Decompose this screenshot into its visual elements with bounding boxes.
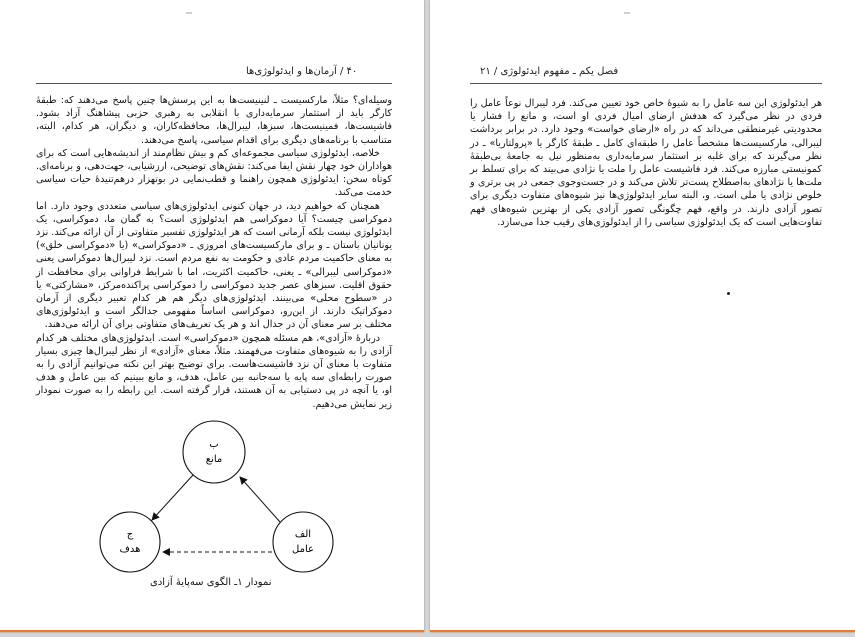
node-label: عامل (292, 544, 314, 555)
node-letter: الف (294, 529, 312, 540)
page-bottom-accent (430, 630, 855, 632)
arrow-agent-to-obstacle (240, 477, 280, 522)
node-label: مانع (205, 454, 223, 465)
page-bottom-accent (0, 630, 424, 632)
right-page (430, 0, 855, 632)
body-text (470, 97, 822, 229)
header-rule (36, 83, 392, 84)
node-letter: ج (126, 529, 134, 540)
node-goal-circle (100, 512, 160, 572)
node-obstacle-circle (183, 421, 245, 483)
body-text (36, 94, 392, 411)
left-page (0, 0, 424, 632)
header-rule (470, 83, 822, 84)
paragraph: دربارهٔ «آزادی»، هم مسئله همچون «دموکراسی» است. ایدئولوژی‌های مختلف هر کدام آزادی را به شیوه‌های متفاوت می‌فهمند. مثلاً، معنای «آزادی» از نظر لیبرال‌ها چیزی بسیار متفاوت با معنای آن نزد فاشیست‌هاست. برای توضیح بهتر این نکته می‌توانیم آزادی را به صورت رابطه‌ای سه پایه یا سه‌جانبه بین عامل، هدف، و مانع ببینیم که بین عامل و هدف او، یا آنچه در پی دستیابی به آن هستند، قرار گرفته است. این رابطه را به صورت نمودار زیر نمایش می‌دهیم. (36, 332, 392, 410)
paragraph: خلاصه، ایدئولوژی سیاسی مجموعه‌ای کم و بیش نظام‌مند از اندیشه‌هایی است که برای هواداران خود چهار نقش ایفا می‌کند: نقش‌های توضیحی، ارزشیابی، جهت‌دهی، و برنامه‌ای. کوتاه سخن: ایدئولوژی همچون راهنما و قطب‌نمایی در بوتهزار درهم‌تنیدهٔ حیات سیاسی خدمت می‌کند. (36, 147, 392, 199)
running-header: فصل یکم ـ مفهوم ایدئولوژی / ۲۱ (480, 66, 619, 77)
arrow-obstacle-to-goal (152, 475, 193, 520)
paragraph: هر ایدئولوژی این سه عامل را به شیوهٔ خاص خود تعیین می‌کند. فرد لیبرال نوعاً عامل را فردی در نظر می‌گیرد که هدفش ارضای امیال فردی او است، و مانع را فشار یا محدودیتی غیرمنطقی می‌داند که در راه «ارضای خواست» وجود دارد. در برابر برداشت لیبرالی، مارکسیست‌ها مشخصاً عامل را طبقه‌ای کامل ـ طبقهٔ کارگر یا «پرولتاریا» ـ در نظر می‌گیرند که برای غلبه بر استثمار سرمایه‌داری به‌منظور نیل به جامعهٔ بی‌طبقهٔ کمونیستی مبارزه می‌کند. فرد فاشیست عامل را ملت یا نژادی می‌بیند که برای تسلط بر ملت‌ها یا نژادهای به‌اصطلاح پست‌تر تلاش می‌کند و در جست‌وجوی جمعی در پی برتری و خلوص نژادی یا ملی است. و، البته سایر ایدئولوژی‌ها نیز شیوه‌های متفاوت دیگری برای تصور آزادی دارند. در واقع، فهم چگونگی تصور آزادی یکی از بهترین شیوه‌های فهم تفاوت‌هایی است که یک ایدئولوژی سیاسی را از ایدئولوژی‌های رقیب جدا می‌سازد. (470, 98, 822, 228)
node-label: هدف (119, 544, 141, 555)
running-header: ۴۰ / آرمان‌ها و ایدئولوژی‌ها (246, 66, 358, 77)
node-letter: ب (209, 439, 219, 450)
diagram-caption: نمودار ۱ـ الگوی سه‌پایهٔ آزادی (150, 577, 272, 588)
node-agent-circle (273, 512, 333, 572)
page-marker (624, 12, 630, 14)
paragraph: وسیله‌ای؟ مثلاً، مارکسیست ـ لنینیست‌ها به این پرسش‌ها چنین پاسخ می‌دهند که: طبقهٔ کارگر باید از استثمار سرمایه‌داری با انقلابی به رهبری حزبی پیشاهنگ آزاد بشود. فاشیست‌ها، فمینیست‌ها، سبزها، لیبرال‌ها، محافظه‌کاران، و دیگران، هر کدام، البته، متناسب با برنامه‌های دیگری برای اقدام سیاسی، پاسخ می‌دهند. (36, 95, 392, 146)
paragraph: همچنان که خواهیم دید، در جهان کنونی ایدئولوژی‌های سیاسی متعددی وجود دارد. اما دموکراسی چیست؟ آیا دموکراسی هم ایدئولوژی است؟ به گمان ما، دموکراسی، یک ایدئولوژی نیست بلکه آرمانی است که هر ایدئولوژی تفسیر متفاوتی از آن ارائه می‌کند. نزد یونانیان باستان ـ و برای مارکسیست‌های امروزی ـ «دموکراسی» (یا «دموکراسی خلق») به معنای حاکمیت مردم عادی و حکومت به نفع مردم است. نزد لیبرال‌ها دموکراسی یعنی «دموکراسی لیبرالی» ـ یعنی، حاکمیت اکثریت، اما با شرایط فراوانی برای محافظت از حقوق اقلیت. سبزهای عصر جدید دموکراسی را دموکراسی پراکنده‌مرکز، «مشارکتی» یا در «سطوح محلی» می‌بینند. ایدئولوژی‌های دیگر هم هر کدام تعبیر دیگری از آرمان دموکراتیک دارند. از این‌رو، دموکراسی اساساً مفهومی جدالگر است و ایدئولوژی‌های مختلف بر سر معنای آن در جدال اند و هر یک تعریف‌های متفاوتی برای آن ارائه می‌دهند. (36, 200, 392, 331)
page-marker (186, 12, 192, 14)
freedom-triadic-diagram (90, 420, 340, 595)
stray-mark (727, 292, 730, 295)
